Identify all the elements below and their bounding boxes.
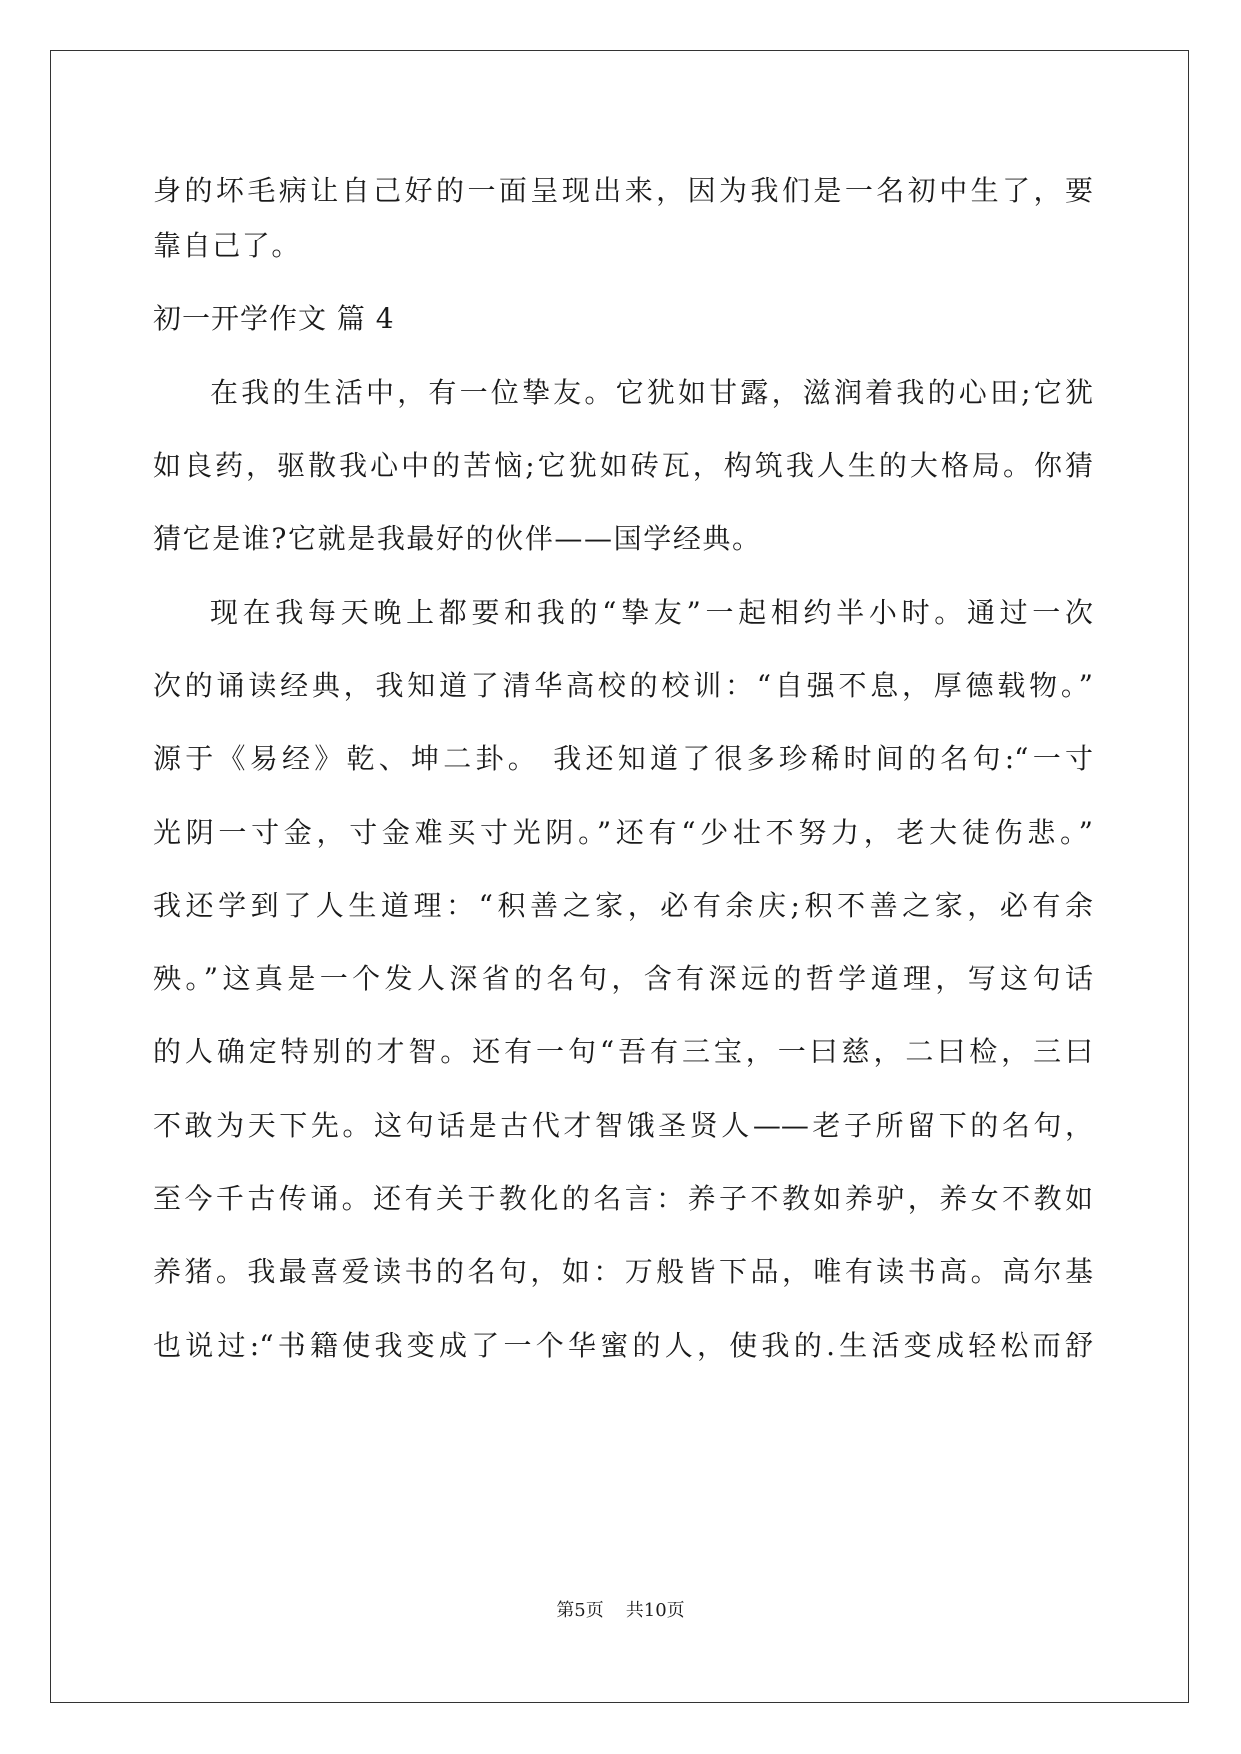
paragraph-line: 源于《易经》乾、坤二卦。 我还知道了很多珍稀时间的名句:“一寸 [153,742,1093,775]
page-footer [0,1599,1241,1623]
paragraph-line: 也说过:“书籍使我变成了一个华蜜的人，使我的.生活变成轻松而舒 [153,1329,1093,1362]
paragraph-line: 在我的生活中，有一位挚友。它犹如甘露，滋润着我的心田;它犹 [210,376,1093,409]
paragraph-line: 不敢为天下先。这句话是古代才智饿圣贤人——老子所留下的名句， [153,1109,1093,1142]
paragraph-line: 养猪。我最喜爱读书的名句，如：万般皆下品，唯有读书高。高尔基 [153,1255,1093,1288]
paragraph-line: 我还学到了人生道理：“积善之家，必有余庆;积不善之家，必有余 [153,889,1093,922]
paragraph-line: 现在我每天晚上都要和我的“挚友”一起相约半小时。通过一次 [210,596,1093,629]
page-border [50,50,1189,1703]
paragraph-line: 如良药，驱散我心中的苦恼;它犹如砖瓦，构筑我人生的大格局。你猜 [153,449,1093,482]
page-number: 第5页 [556,1600,604,1621]
paragraph-line: 殃。”这真是一个发人深省的名句，含有深远的哲学道理，写这句话 [153,962,1093,995]
paragraph-line: 光阴一寸金，寸金难买寸光阴。”还有“少壮不努力，老大徒伤悲。” [153,816,1093,849]
paragraph-line: 至今千古传诵。还有关于教化的名言：养子不教如养驴，养女不教如 [153,1182,1093,1215]
section-heading: 初一开学作文 篇 4 [153,302,395,335]
page-total: 共10页 [625,1600,685,1621]
paragraph-line: 猜它是谁?它就是我最好的伙伴——国学经典。 [153,522,762,555]
paragraph-line: 的人确定特别的才智。还有一句“吾有三宝，一曰慈，二曰检，三曰 [153,1035,1093,1068]
paragraph-line: 身的坏毛病让自己好的一面呈现出来，因为我们是一名初中生了，要 [153,174,1093,207]
paragraph-line: 次的诵读经典，我知道了清华高校的校训：“自强不息，厚德载物。” [153,669,1093,702]
paragraph-line: 靠自己了。 [153,229,302,262]
